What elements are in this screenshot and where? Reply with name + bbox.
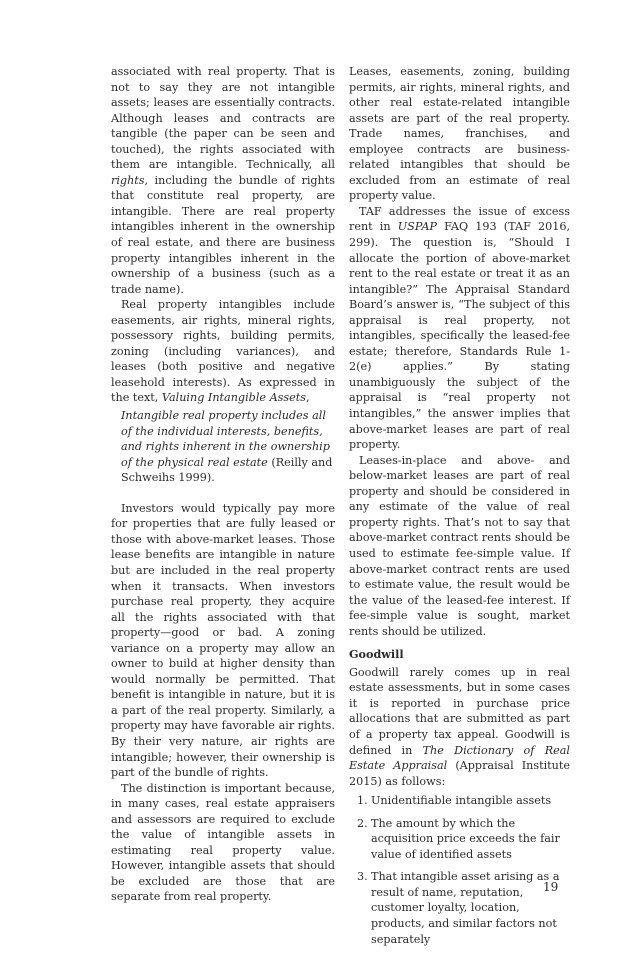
list-item [349, 816, 570, 863]
numbered-list [349, 793, 570, 947]
list-item [349, 869, 570, 947]
paragraph: Leases-in-place and above- and below-market leases are part of real property and should be considered in any estimate of the value of real property rights. That’s not to say that above-market contract rents should be used to estimate fee-simple value. If above-market contract rents are used to estimate value, the result would be the value of the leased-fee interest. If fee-simple value is sought, market rents should be utilized. [349, 453, 570, 638]
paragraph-text: , [306, 391, 310, 405]
quote-text: Intangible real property includes all of the individual interests, benefits, and rights inherent in the ownership of the physical real estate [121, 409, 330, 469]
paragraph-text: FAQ 193 (TAF 2016, 299). The question is, “Should I allocate the portion of above-market rent to the real estate or treat it as an intangible?” The Appraisal Standard Board’s answer is, “The subject of this appraisal is real property, not intangibles, specifically the leased-fee estate; therefore, Standards Rule 1-2(e) applies.” By stating unambiguously the subject of the appraisal is “real property not intangibles,” the answer implies that above-market leases are part of real property. [349, 220, 570, 452]
paragraph: The distinction is important because, in many cases, real estate appraisers and assessors are required to exclude the value of intangible assets in estimating real property value. However, intangible assets that should be excluded are those that are separate from real property. [111, 781, 335, 904]
right-column [349, 64, 570, 954]
paragraph [349, 204, 570, 453]
paragraph [111, 297, 335, 406]
block-quote [121, 408, 335, 486]
paragraph-text: Goodwill rarely comes up in real estate assessments, but in some cases it is reported in purchase price allocations that are submitted as part of a property tax appeal. Goodwill is defined in [349, 665, 570, 757]
paragraph-text: , including the bundle of rights that constitute real property, are intangible. There are real property intangibles inherent in the ownership of real estate, and there are business property intangibles inherent in the ownership of a business (such as a trade name). [111, 173, 335, 296]
page-number: 19 [543, 880, 559, 894]
left-column [111, 64, 335, 905]
paragraph: Investors would typically pay more for properties that are fully leased or those with above-market leases. Those lease benefits are intangible in nature but are included in the real property when it transacts. When investors purchase real property, they acquire all the rights associated with that property—good or bad. A zoning variance on a property may allow an owner to build at higher density than would normally be permitted. That benefit is intangible in nature, but it is a part of the real property. Similarly, a property may have favorable air rights. By their very nature, air rights are intangible; however, their ownership is part of the bundle of rights. [111, 501, 335, 780]
book-title: The Dictionary of Real Estate Appraisal [349, 743, 570, 773]
spacer [111, 486, 335, 501]
list-number: 2. [357, 816, 368, 830]
section-heading: Goodwill [349, 647, 404, 662]
book-title: Valuing Intangible Assets [161, 391, 306, 405]
paragraph-text: associated with real property. That is not to say they are not intangible assets; leases are essentially contracts. Although leases and contracts are tangible (the paper can be seen and touched), the rights associated with them are intangible. Technically, all [111, 65, 335, 172]
list-item [349, 793, 570, 809]
paragraph: Leases, easements, zoning, building permits, air rights, mineral rights, and other real estate-related intangible assets are part of the real property. Trade names, franchises, and employee contracts are business-related intangibles that should be excluded from an estimate of real property value. [349, 65, 570, 203]
paragraph-text: TAF addresses the issue of excess rent in [349, 204, 570, 234]
list-number: 3. [357, 870, 368, 884]
list-item-text: The amount by which the acquisition price exceeds the fair value of identified assets [371, 816, 560, 861]
paragraph [111, 64, 335, 297]
list-item-text: Unidentifiable intangible assets [371, 794, 552, 808]
list-item-text: That intangible asset arising as a result of name, reputation, customer loyalty, location, products, and similar factors not separately [371, 870, 560, 946]
emphasis-text: USPAP [397, 220, 437, 234]
paragraph-text: Real property intangibles include easements, air rights, mineral rights, possessory rights, building permits, zoning (including variances), and leases (both positive and negative leasehold interests). As expressed in the text, [111, 298, 335, 405]
list-number: 1. [357, 794, 368, 808]
paragraph-text: (Appraisal Institute 2015) as follows: [349, 759, 570, 788]
emphasis-text: rights [111, 173, 145, 187]
paragraph [349, 665, 570, 789]
quote-citation: (Reilly and Schweihs 1999). [121, 455, 333, 485]
